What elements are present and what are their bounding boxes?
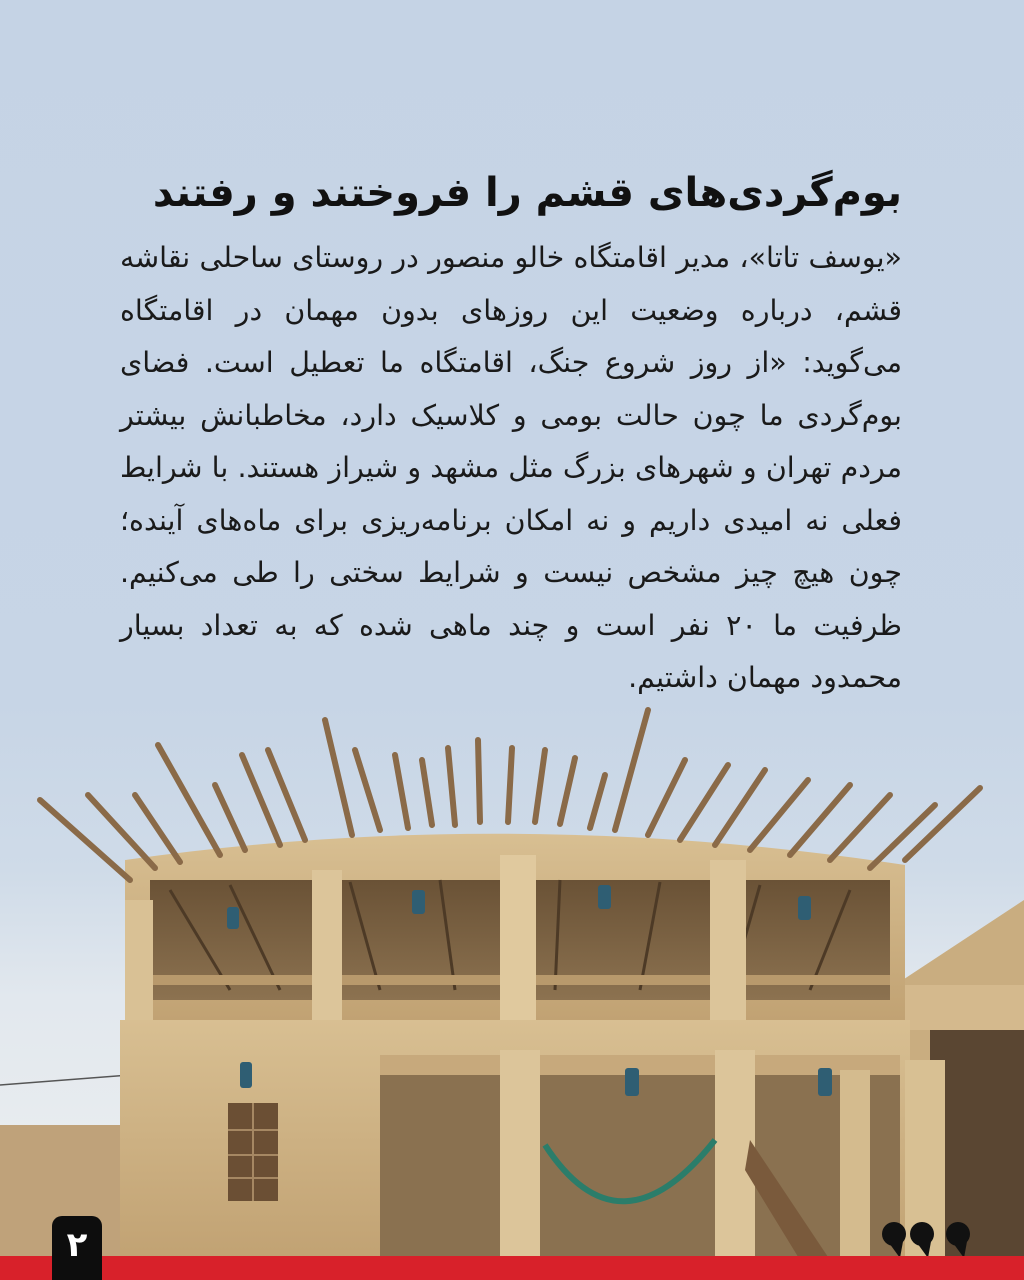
article-title: بوم‌گردی‌های قشم را فروختند و رفتند [152, 170, 902, 216]
building-photo [0, 700, 1024, 1260]
article-body: «یوسف تاتا»، مدیر اقامتگاه خالو منصور در روستای ساحلی نقاشه قشم، درباره وضعیت این روزهای بدون مهمان در اقامتگاه می‌گوید: «از روز شروع جنگ، اقامتگاه ما تعطیل است. فضای بوم‌گردی ما چون حالت بومی و کلاسیک دارد، مخاطبانش بیشتر مردم تهران و شهرهای بزرگ مثل مشهد و شیراز هستند. با شرایط فعلی نه امیدی داریم و نه امکان برنامه‌ریزی برای ماه‌های آینده؛ چون هیچ چیز مشخص نیست و شرایط سختی را طی می‌کنیم. ظرفیت ما ۲۰ نفر است و چند ماهی شده که به تعداد بسیار محمدود مهمان داشتیم. [120, 241, 902, 694]
page-number: ۲ [52, 1216, 102, 1280]
footer-accent-bar [0, 1256, 1024, 1280]
quotation-marks-icon [880, 1214, 980, 1260]
